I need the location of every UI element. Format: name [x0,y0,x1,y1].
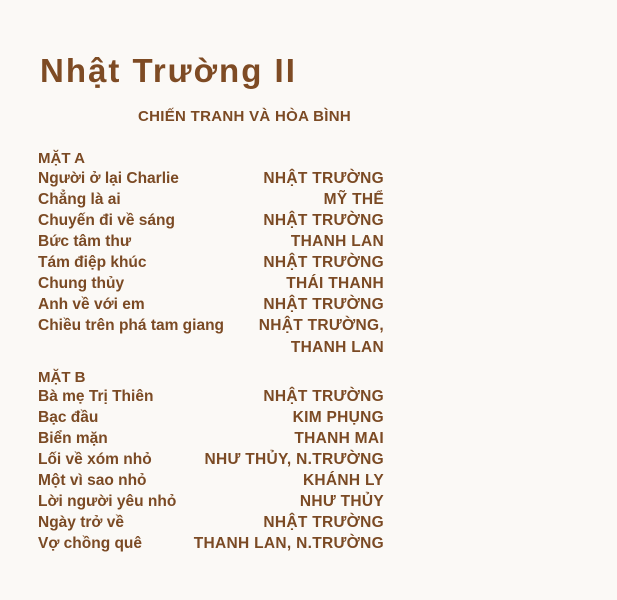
track-artist: KIM PHỤNG [292,409,384,426]
track-row [0,191,617,212]
track-row [0,212,617,233]
track-row [0,451,617,472]
track-row [0,493,617,514]
album-subtitle: CHIẾN TRANH VÀ HÒA BÌNH [138,108,352,125]
track-row [0,472,617,493]
track-artist: THÁI THANH [286,275,384,292]
track-artist: NHẬT TRƯỜNG [263,514,384,531]
track-title: Chẳng là ai [38,191,121,208]
track-row [0,339,617,360]
track-artist: NHẬT TRƯỜNG [263,170,384,187]
track-artist: NHẬT TRƯỜNG [263,254,384,271]
track-artist: THANH LAN [290,233,384,250]
track-title: Chiều trên phá tam giang [38,317,225,334]
track-artist: NHẬT TRƯỜNG [263,212,384,229]
track-row [0,317,617,338]
track-title: Người ở lại Charlie [38,170,179,187]
track-artist: NHẬT TRƯỜNG [263,296,384,313]
track-row [0,430,617,451]
track-artist: KHÁNH LY [302,472,384,489]
track-artist: THANH LAN [290,339,384,356]
track-row [0,409,617,430]
track-artist: THANH MAI [294,430,384,447]
track-title: Lời người yêu nhỏ [38,493,177,510]
track-title: Bức tâm thư [38,233,132,250]
track-row [0,296,617,317]
track-title: Anh về với em [38,296,145,313]
track-title: Chung thủy [38,275,125,292]
album-title: Nhật Trường II [40,52,297,89]
track-row [0,254,617,275]
track-artist: MỸ THỂ [323,191,384,208]
track-title: Lối về xóm nhỏ [38,451,152,468]
track-row [0,535,617,556]
track-title: Chuyến đi về sáng [38,212,175,229]
track-artist: NHẬT TRƯỜNG [263,388,384,405]
track-artist: NHƯ THỦY [299,493,384,510]
track-artist: NHƯ THỦY, N.TRƯỜNG [204,451,384,468]
track-row [0,233,617,254]
track-title: Bà mẹ Trị Thiên [38,388,154,405]
track-row [0,275,617,296]
track-row [0,170,617,191]
side-a-label: MẶT A [38,150,85,167]
track-row [0,514,617,535]
track-row [0,388,617,409]
side-b-label: MẶT B [38,369,86,386]
track-title: Bạc đầu [38,409,99,426]
track-artist: THANH LAN, N.TRƯỜNG [193,535,384,552]
track-title: Vợ chồng quê [38,535,143,552]
track-artist: NHẬT TRƯỜNG, [258,317,384,334]
track-title: Một vì sao nhỏ [38,472,147,489]
track-title: Tám điệp khúc [38,254,147,271]
track-title: Ngày trở về [38,514,124,531]
track-title: Biển mặn [38,430,108,447]
